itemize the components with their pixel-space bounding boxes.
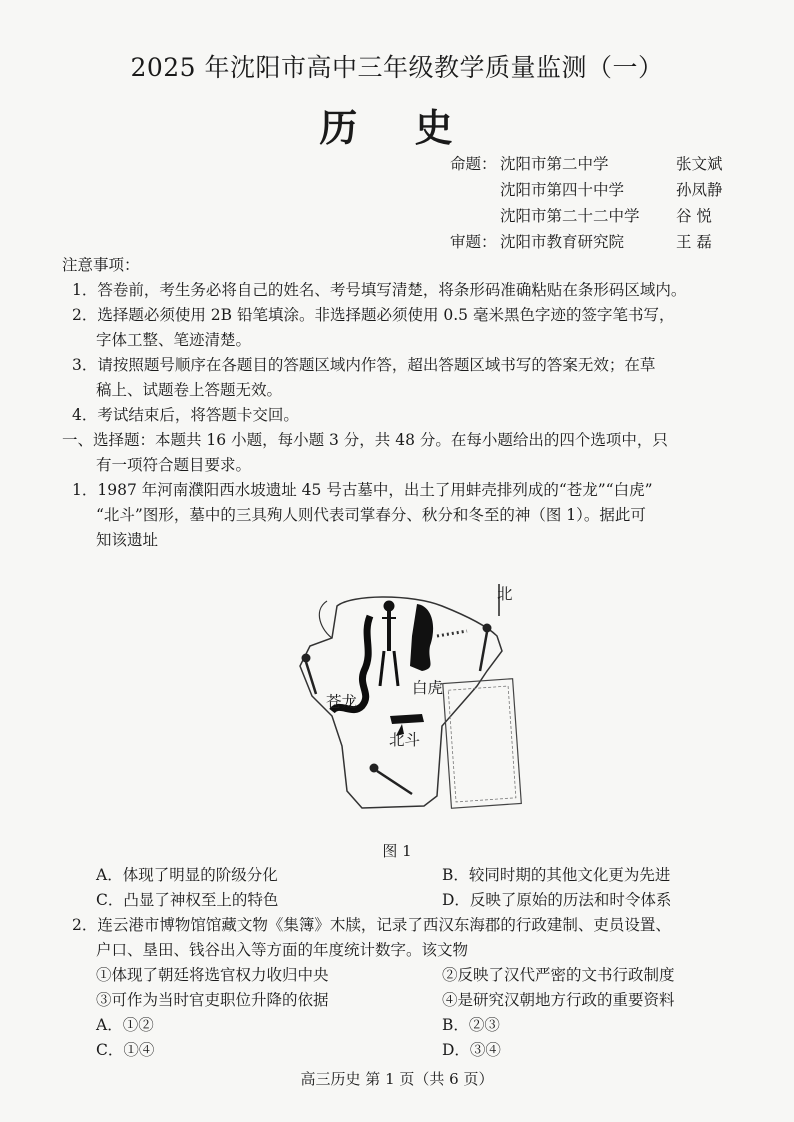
tomb-figure [292,576,532,826]
q1-option-c[interactable]: C．凸显了神权至上的特色 [96,891,279,909]
exam-title: 2025 年沈阳市高中三年级教学质量监测（一） [130,53,664,82]
q2-option-a[interactable]: A．①② [96,1016,154,1034]
q2-option-d[interactable]: D．③④ [442,1041,501,1059]
dragon-label: 苍龙 [326,693,358,711]
reviewer-label: 审题： [450,233,497,251]
note-item-continued: 稿上、试题卷上答题无效。 [96,381,283,399]
notes-heading: 注意事项： [62,256,140,274]
dipper-label: 北斗 [389,731,421,749]
q2-statement: ①体现了朝廷将选官权力收归中央 [96,966,329,984]
author-name: 谷 悦 [676,207,712,225]
note-item: 1．答卷前，考生务必将自己的姓名、考号填写清楚，将条形码准确粘贴在条形码区域内。 [72,281,687,299]
note-item: 4．考试结束后，将答题卡交回。 [72,406,299,424]
q2-option-b[interactable]: B．②③ [442,1016,500,1034]
author-org: 沈阳市第二十二中学 [500,207,640,225]
author-name: 孙凤静 [676,181,723,199]
author-org: 沈阳市第四十中学 [500,181,625,199]
q1-option-a[interactable]: A．体现了明显的阶级分化 [96,866,278,884]
author-name: 张文斌 [676,155,723,173]
figure-caption: 图 1 [382,842,412,860]
section-heading: 一、选择题：本题共 16 小题，每小题 3 分，共 48 分。在每小题给出的四个选项中，只 [62,431,668,449]
author-org: 沈阳市第二中学 [500,155,609,173]
q2-statement: ②反映了汉代严密的文书行政制度 [442,966,675,984]
question-2-text: 户口、垦田、钱谷出入等方面的年度统计数字。该文物 [96,941,469,959]
reviewer-org: 沈阳市教育研究院 [500,233,625,251]
question-2-text: 2．连云港市博物馆馆藏文物《集簿》木牍，记录了西汉东海郡的行政建制、吏员设置、 [72,916,671,934]
section-heading-continued: 有一项符合题目要求。 [96,456,252,474]
q2-option-c[interactable]: C．①④ [96,1041,155,1059]
q1-option-b[interactable]: B．较同时期的其他文化更为先进 [442,866,671,884]
q2-statement: ④是研究汉朝地方行政的重要资料 [442,991,675,1009]
q1-option-d[interactable]: D．反映了原始的历法和时令体系 [442,891,672,909]
skeleton-icon [480,624,491,671]
tiger-figure [410,604,433,671]
coffin-outline [443,679,522,809]
skeleton-icon [370,764,412,794]
question-1-text: 知该遗址 [96,531,159,549]
note-item-continued: 字体工整、笔迹清楚。 [96,331,252,349]
tiger-label: 白虎 [412,679,444,697]
subject-title: 历 史 [319,105,475,150]
q2-statement: ③可作为当时官吏职位升降的依据 [96,991,329,1009]
note-item: 2．选择题必须使用 2B 铅笔填涂。非选择题必须使用 0.5 毫米黑色字迹的签字笔书写， [72,306,675,324]
question-1-text: 1．1987 年河南濮阳西水坡遗址 45 号古墓中，出土了用蚌壳排列成的“苍龙”“白虎” [72,481,653,499]
note-item: 3．请按照题号顺序在各题目的答题区域内作答，超出答题区域书写的答案无效；在草 [72,356,656,374]
question-1-text: “北斗”图形，墓中的三具殉人则代表司掌春分、秋分和冬至的神（图 1）。据此可 [96,506,646,524]
reviewer-name: 王 磊 [676,233,712,251]
page-footer: 高三历史 第 1 页（共 6 页） [300,1070,494,1088]
skeleton-icon [380,601,398,686]
north-label: 北 [497,585,513,603]
setters-label: 命题： [450,155,497,173]
